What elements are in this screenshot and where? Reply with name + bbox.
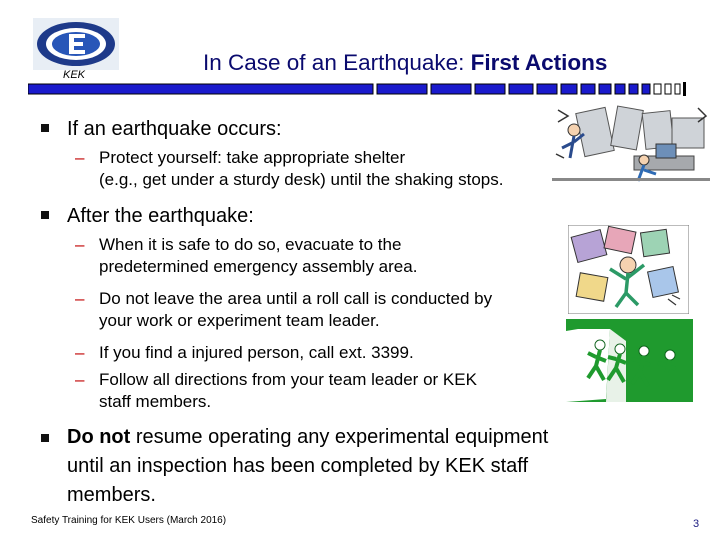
kek-logo (33, 18, 119, 70)
sub-text: (e.g., get under a sturdy desk) until the shaking stops. (99, 170, 504, 189)
logo-text: KEK (63, 69, 86, 81)
sub-text: If you find a injured person, call ext. 3399. (99, 343, 414, 362)
sub-text: staff members. (99, 392, 212, 411)
sub-protect-yourself (99, 147, 503, 191)
earthquake-office-illustration (552, 104, 710, 188)
sub-text: Follow all directions from your team leader or KEK (99, 370, 477, 389)
bullet-earthquake-occurs (67, 115, 282, 144)
emphasis-do-not: Do not (67, 426, 131, 448)
bullet-text: After the earthquake: (67, 205, 254, 227)
bullet-do-not-resume (67, 423, 548, 510)
dash-marker: – (75, 370, 85, 389)
sub-text: When it is safe to do so, evacuate to the (99, 235, 402, 254)
page-number: 3 (693, 518, 700, 530)
dash-marker: – (75, 343, 85, 362)
title-prefix: In Case of an Earthquake: (203, 50, 471, 75)
sub-text: your work or experiment team leader. (99, 311, 380, 330)
bullet-text: If an earthquake occurs: (67, 118, 282, 140)
footer-text: Safety Training for KEK Users (March 2016) (31, 515, 227, 526)
falling-boxes-illustration (568, 225, 689, 314)
emergency-exit-illustration (566, 319, 693, 402)
sub-follow-directions (99, 369, 477, 413)
bullet-text: members. (67, 484, 156, 506)
bullet-text: until an inspection has been completed by KEK staff (67, 455, 529, 477)
dash-marker: – (75, 148, 85, 167)
page-title (203, 50, 607, 76)
bullet-text (67, 423, 548, 452)
bullet-marker (41, 211, 49, 219)
header-divider-bar (28, 82, 688, 96)
sub-text: Do not leave the area until a roll call is conducted by (99, 289, 493, 308)
title-emphasis: First Actions (470, 50, 608, 75)
sub-evacuate (99, 234, 417, 278)
bullet-marker (41, 434, 49, 442)
bullet-marker (41, 124, 49, 132)
dash-marker: – (75, 235, 85, 254)
sub-text: predetermined emergency assembly area. (99, 257, 418, 276)
bullet-text-rest: resume operating any experimental equipment (130, 426, 549, 448)
sub-text: Protect yourself: take appropriate shelter (99, 148, 406, 167)
bullet-after-earthquake (67, 202, 254, 231)
sub-roll-call (99, 288, 492, 332)
sub-injured-person (99, 342, 414, 364)
dash-marker: – (75, 289, 85, 308)
